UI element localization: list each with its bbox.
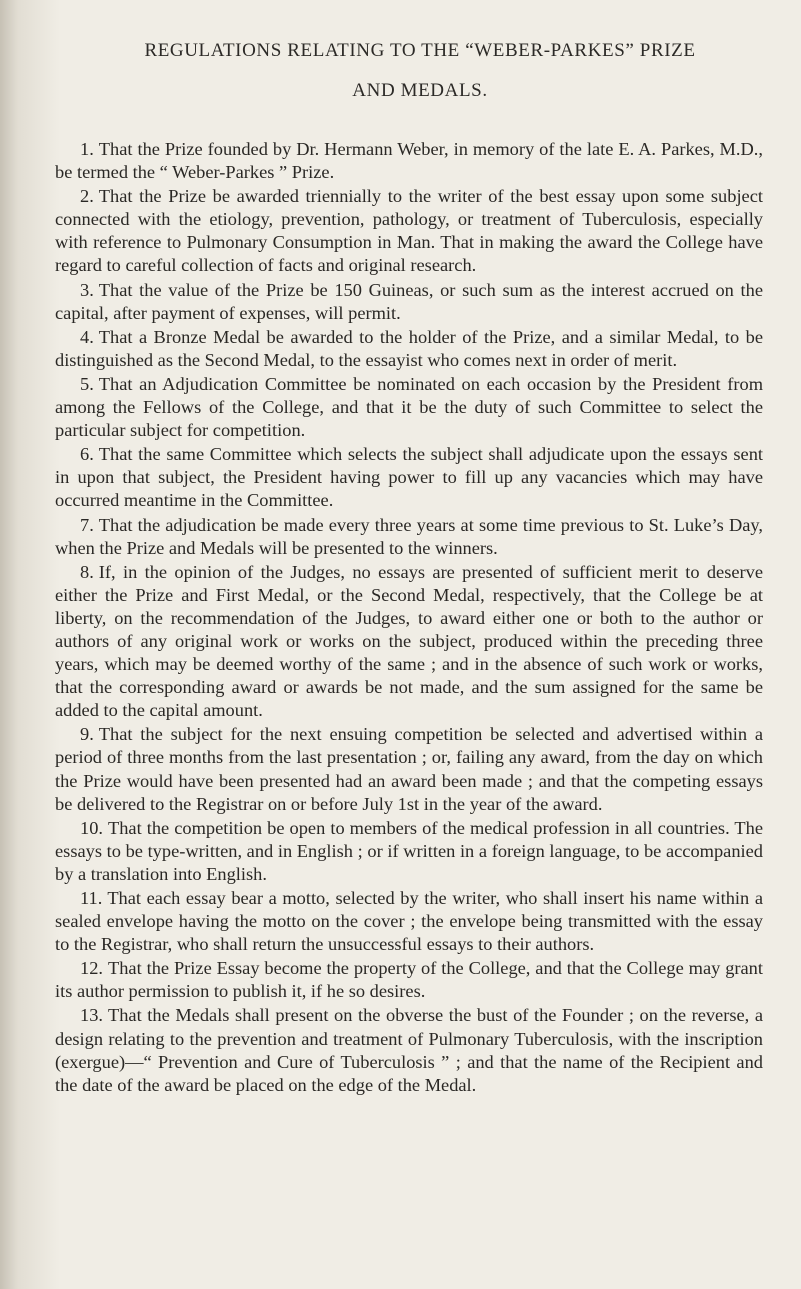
- regulation-item: [55, 561, 763, 723]
- regulation-number: 8.: [80, 561, 94, 582]
- regulation-number: 3.: [80, 279, 94, 300]
- regulation-number: 11.: [80, 888, 103, 908]
- regulation-text: If, in the opinion of the Judges, no essays are presented of sufficient merit to deserve either the Prize and First Medal, or the Second Medal, respectively, that the College be at liberty, on the recommendation of the Judges, to award either one or both to the author or authors of any original work or works on the subject, produced within the preceding three years, which may be deemed worthy of the same ; and in the absence of such work or works, that the corresponding award or awards be not made, and the sum assigned for the same be added to the capital amount.: [55, 561, 763, 721]
- regulation-item: [55, 817, 763, 886]
- document-subtitle: AND MEDALS.: [352, 80, 488, 101]
- regulation-number: 10.: [80, 817, 103, 838]
- regulation-number: 6.: [80, 444, 94, 465]
- regulation-item: [55, 373, 763, 442]
- regulation-text: That the Prize be awarded triennially to the writer of the best essay upon some subject connected with the etiology, prevention, pathology, or treatment of Tuberculosis, especially with reference to Pulmonary Consumption in Man. That in making the award the College have regard to careful collection of facts and original research.: [55, 186, 763, 276]
- regulation-item: [55, 887, 763, 956]
- regulation-item: [55, 723, 763, 815]
- regulation-text: That the same Committee which selects the subject shall adjudicate upon the essays sent in upon that subject, the President having power to fill up any vacancies which may have occurred meantime in the Committee.: [55, 444, 763, 511]
- regulation-text: That each essay bear a motto, selected by the writer, who shall insert his name within a sealed envelope having the motto on the cover ; the envelope being transmitted with the essay to the Registrar, who shall return the unsuccessful essays to their authors.: [55, 888, 763, 955]
- regulation-number: 13.: [80, 1005, 103, 1026]
- regulation-number: 12.: [80, 958, 103, 979]
- regulation-text: That a Bronze Medal be awarded to the holder of the Prize, and a similar Medal, to be distinguished as the Second Medal, to the essayist who comes next in order of merit.: [55, 326, 763, 370]
- regulation-text: That the adjudication be made every three years at some time previous to St. Luke’s Day, when the Prize and Medals will be presented to the winners.: [55, 514, 763, 558]
- regulation-item: [55, 957, 763, 1003]
- regulation-item: [55, 138, 763, 184]
- regulation-text: That the Prize founded by Dr. Hermann Weber, in memory of the late E. A. Parkes, M.D., be termed the “ Weber-Parkes ” Prize.: [55, 139, 763, 183]
- regulation-text: That the subject for the next ensuing competition be selected and advertised within a period of three months from the last presentation ; or, failing any award, from the day on which the Prize would have been presented had an award been made ; and that the competing essays be delivered to the Registrar on or before July 1st in the year of the award.: [55, 724, 763, 814]
- regulation-text: That the Medals shall present on the obverse the bust of the Founder ; on the reverse, a design relating to the prevention and treatment of Pulmonary Tuberculosis, with the inscription (exergue)—“ Prevention and Cure of Tuberculosis ” ; and that the name of the Recipient and the date of the award be placed on the edge of the Medal.: [55, 1005, 763, 1095]
- document-title: REGULATIONS RELATING TO THE “WEBER-PARKES” PRIZE: [144, 40, 696, 61]
- regulation-text: That the Prize Essay become the property of the College, and that the College may grant its author permission to publish it, if he so desires.: [55, 958, 763, 1002]
- regulation-item: [55, 326, 763, 372]
- regulation-text: That the competition be open to members of the medical profession in all countries. The essays to be type-written, and in English ; or if written in a foreign language, to be accompanied by a translation into English.: [55, 817, 763, 884]
- regulation-number: 7.: [80, 514, 94, 535]
- regulation-item: [55, 514, 763, 560]
- regulation-text: That an Adjudication Committee be nominated on each occasion by the President from among the Fellows of the College, and that it be the duty of such Committee to select the particular subject for competition.: [55, 373, 763, 441]
- regulations-list: [55, 138, 763, 1098]
- regulation-number: 2.: [80, 186, 94, 207]
- regulation-text: That the value of the Prize be 150 Guineas, or such sum as the interest accrued on the capital, after payment of expenses, will permit.: [55, 279, 763, 323]
- regulation-item: [55, 279, 763, 325]
- regulation-item: [55, 185, 763, 277]
- regulation-item: [55, 443, 763, 512]
- regulation-number: 1.: [80, 139, 94, 159]
- regulation-number: 5.: [80, 373, 94, 394]
- regulation-number: 9.: [80, 724, 94, 745]
- regulation-number: 4.: [80, 326, 94, 347]
- regulation-item: [55, 1004, 763, 1096]
